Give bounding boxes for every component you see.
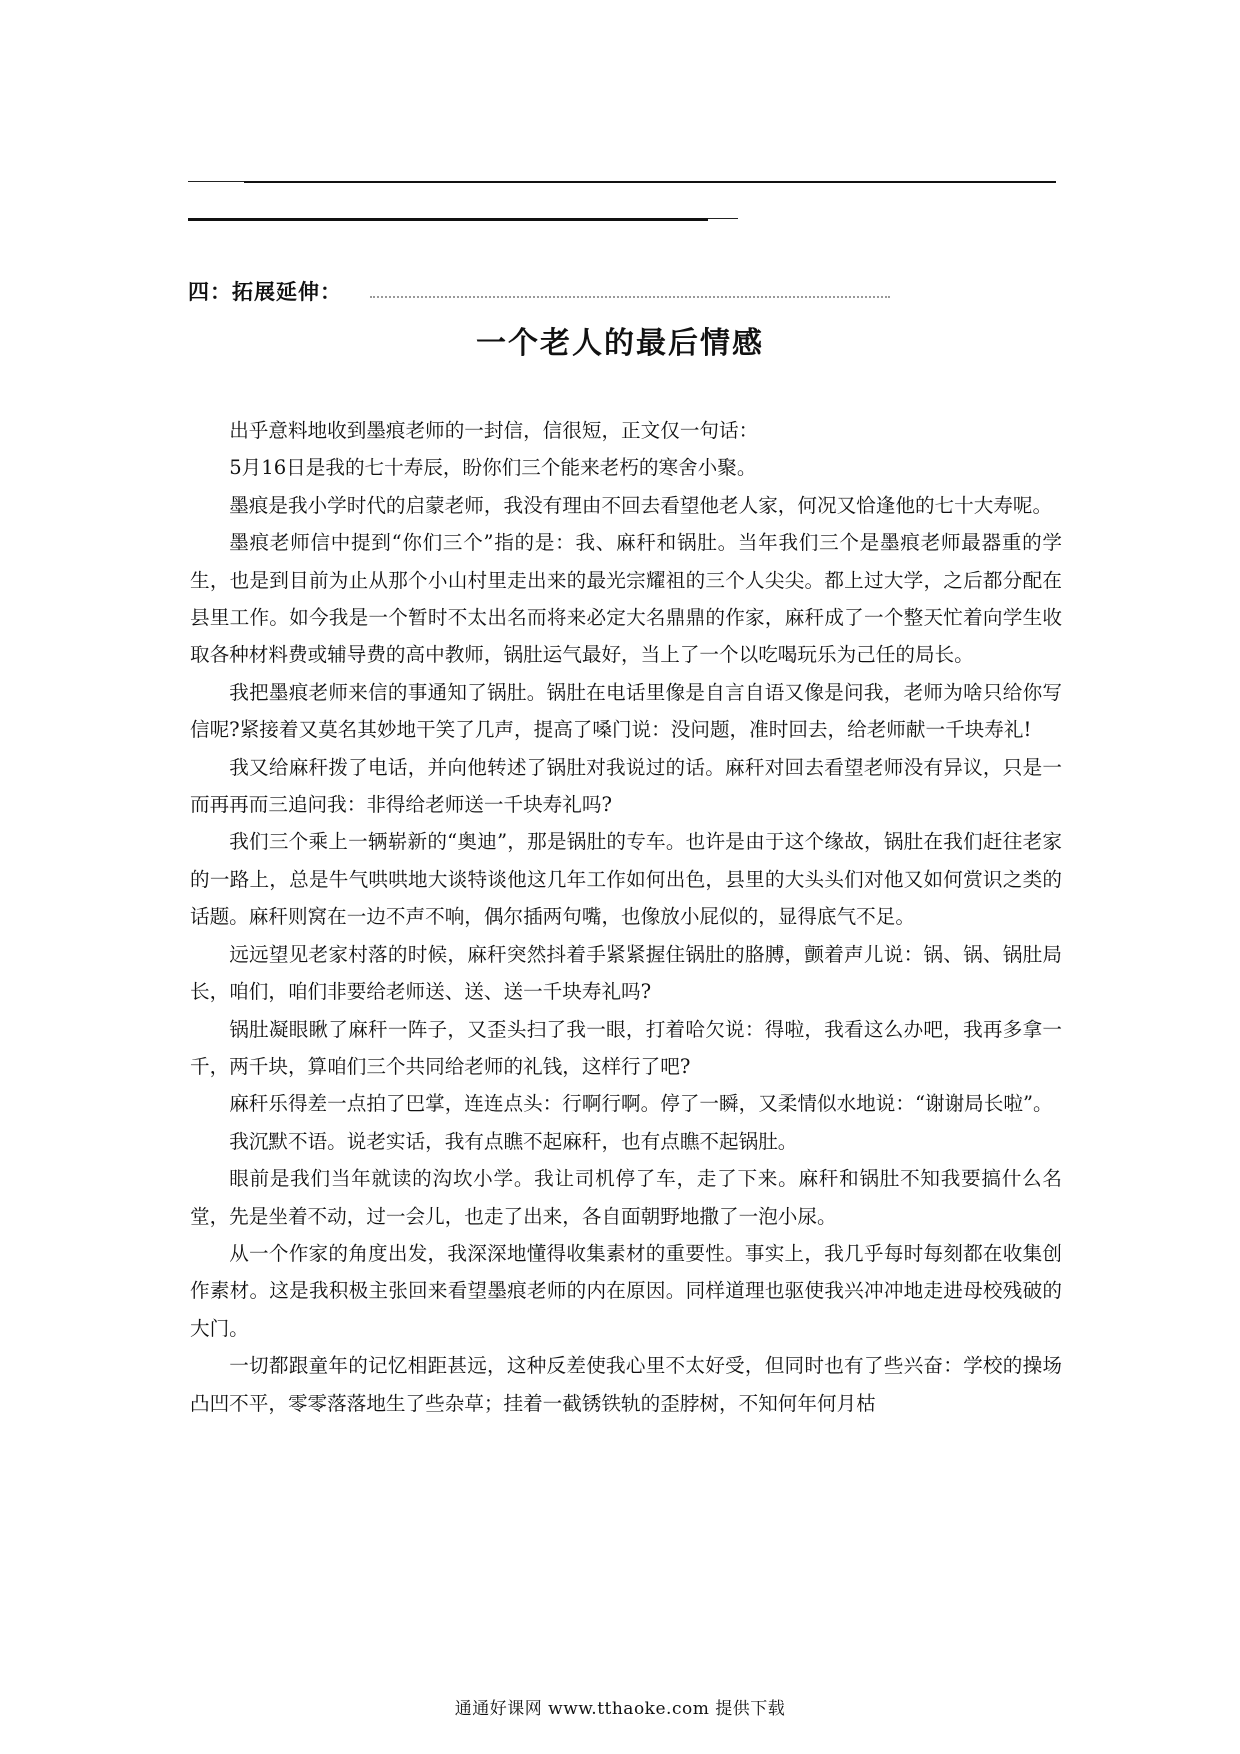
answer-line-2 [188, 218, 708, 221]
paragraph: 墨痕是我小学时代的启蒙老师，我没有理由不回去看望他老人家，何况又恰逢他的七十大寿呢。 [229, 493, 1053, 517]
section-heading: 四：拓展延伸： [188, 279, 342, 304]
paragraph: 我沉默不语。说老实话，我有点瞧不起麻秆，也有点瞧不起锅肚。 [229, 1129, 798, 1153]
paragraph: 出乎意料地收到墨痕老师的一封信，信很短，正文仅一句话： [229, 419, 759, 442]
article-title: 一个老人的最后情感 [476, 326, 764, 361]
page-footer: 通通好课网 www.tthaoke.com 提供下载 [454, 1699, 786, 1719]
answer-line-1 [244, 181, 1056, 183]
dotted-leader [370, 278, 890, 298]
paragraph: 墨痕老师信中提到“你们三个”指的是：我、麻秆和锅肚。当年我们三个是墨痕老师最器重的学生，也是到目前为止从那个小山村里走出来的最光宗耀祖的三个人尖尖。都上过大学，之后都分配在县里工作。如今我是一个暂时不太出名而将来必定大名鼎鼎的作家，麻秆成了一个整天忙着向学生收取各种材料费或辅导费的高中教师，锅肚运气最好，当上了一个以吃喝玩乐为己任的局长。 [190, 531, 1062, 667]
answer-line-1-short [188, 181, 244, 182]
answer-line-2-tail [708, 218, 738, 219]
paragraph: 眼前是我们当年就读的沟坎小学。我让司机停了车，走了下来。麻秆和锅肚不知我要搞什么名堂，先是坐着不动，过一会儿，也走了出来，各自面朝野地撒了一泡小尿。 [190, 1167, 1062, 1228]
paragraph: 我又给麻秆拨了电话，并向他转述了锅肚对我说过的话。麻秆对回去看望老师没有异议，只是一而再再而三追问我：非得给老师送一千块寿礼吗? [190, 755, 1062, 817]
paragraph: 锅肚凝眼瞅了麻秆一阵子，又歪头扫了我一眼，打着哈欠说：得啦，我看这么办吧，我再多拿一千，两千块，算咱们三个共同给老师的礼钱，这样行了吧? [190, 1017, 1062, 1078]
paragraph: 我们三个乘上一辆崭新的“奥迪”，那是锅肚的专车。也许是由于这个缘故，锅肚在我们赶往老家的一路上，总是牛气哄哄地大谈特谈他这几年工作如何出色，县里的大头头们对他又如何赏识之类的话题。麻秆则窝在一边不声不响，偶尔插两句嘴，也像放小屁似的，显得底气不足。 [190, 830, 1062, 929]
article-body [190, 412, 1062, 1422]
paragraph: 一切都跟童年的记忆相距甚远，这种反差使我心里不太好受，但同时也有了些兴奋：学校的操场凸凹不平，零零落落地生了些杂草；挂着一截锈铁轨的歪脖树，不知何年何月枯 [190, 1354, 1062, 1415]
paragraph: 我把墨痕老师来信的事通知了锅肚。锅肚在电话里像是自言自语又像是问我，老师为啥只给你写信呢?紧接着又莫名其妙地干笑了几声，提高了嗓门说：没问题，准时回去，给老师献一千块寿礼! [190, 680, 1062, 742]
paragraph: 麻秆乐得差一点拍了巴掌，连连点头：行啊行啊。停了一瞬，又柔情似水地说：“谢谢局长啦”。 [229, 1092, 1053, 1116]
paragraph: 远远望见老家村落的时候，麻秆突然抖着手紧紧握住锅肚的胳膊，颤着声儿说：锅、锅、锅肚局长，咱们，咱们非要给老师送、送、送一千块寿礼吗? [190, 942, 1062, 1004]
paragraph: 从一个作家的角度出发，我深深地懂得收集素材的重要性。事实上，我几乎每时每刻都在收集创作素材。这是我积极主张回来看望墨痕老师的内在原因。同样道理也驱使我兴冲冲地走进母校残破的大门。 [190, 1241, 1062, 1340]
paragraph: 5月16日是我的七十寿辰，盼你们三个能来老朽的寒舍小聚。 [229, 456, 757, 480]
